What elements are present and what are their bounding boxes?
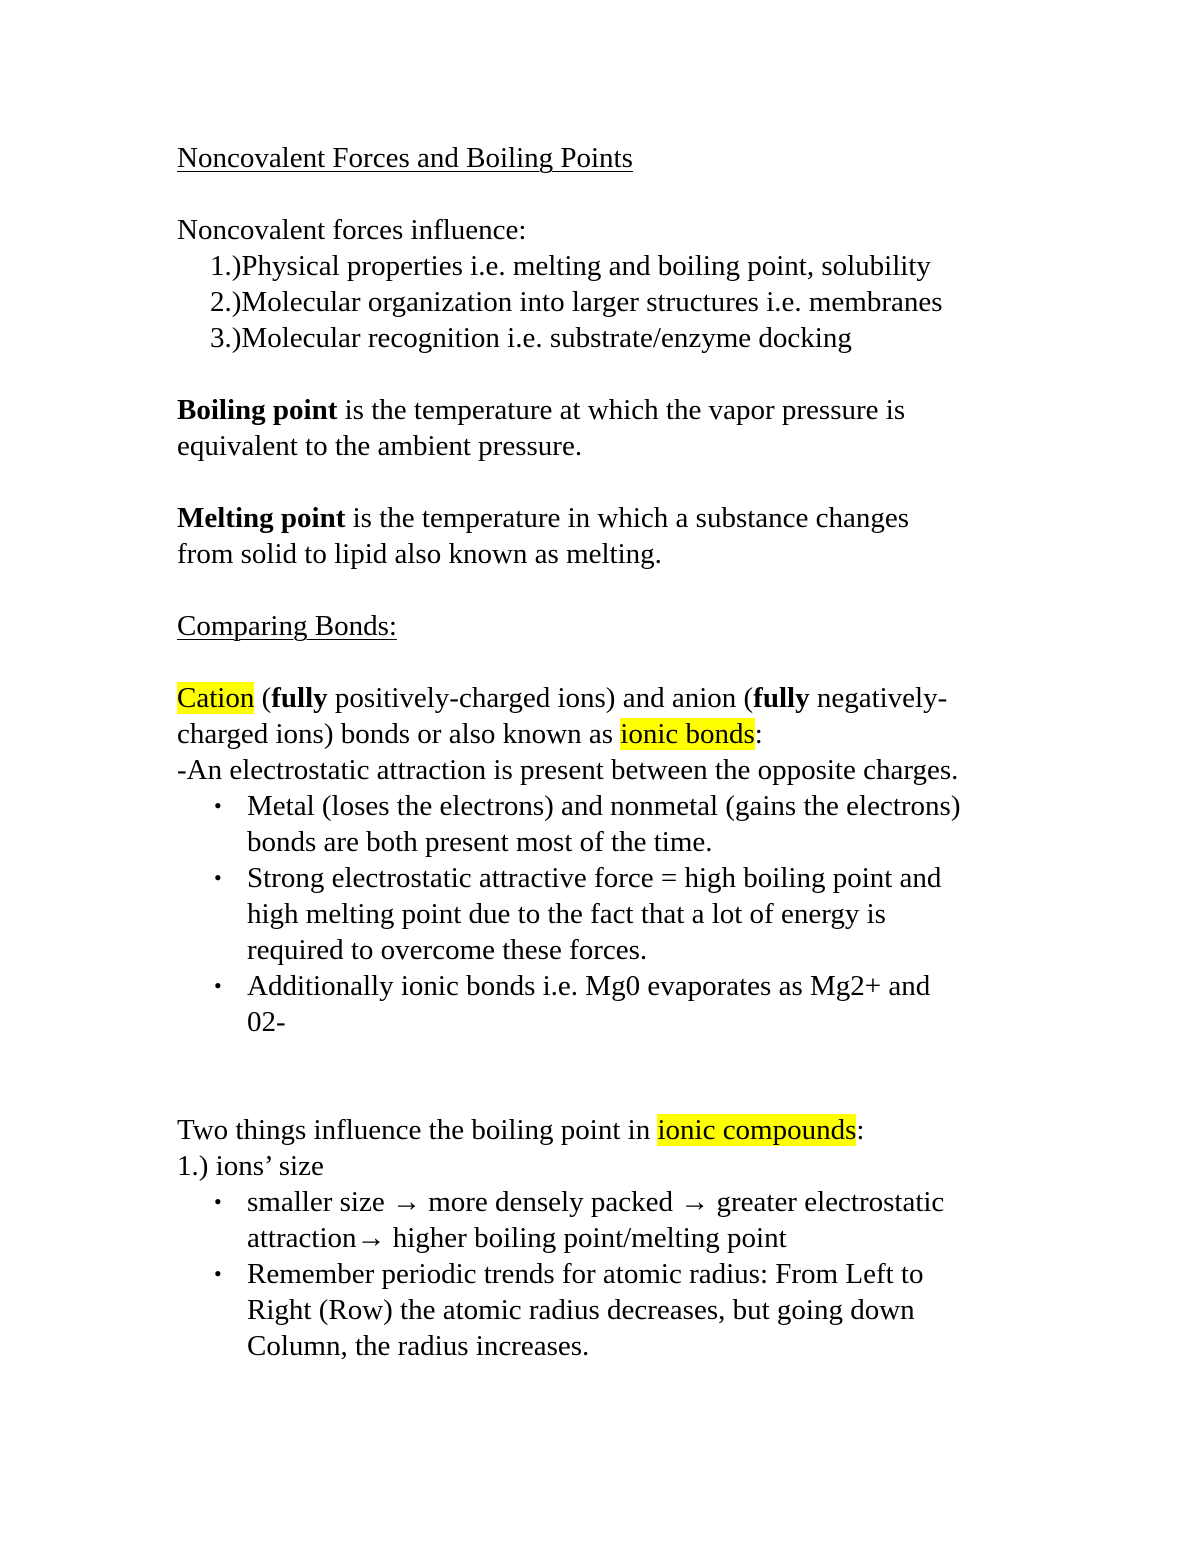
electrostatic-line: -An electrostatic attraction is present between the opposite charges. [177, 754, 959, 786]
bullet-line: Remember periodic trends for atomic radius: From Left to [247, 1258, 924, 1290]
ionic-compounds-highlight: ionic compounds [657, 1114, 857, 1146]
boiling-term: Boiling point [177, 394, 338, 426]
boiling-text: is the temperature at which the vapor pressure is [337, 394, 906, 426]
melting-definition [177, 500, 1057, 536]
intro-list [177, 248, 1057, 356]
list-item [177, 1184, 1057, 1256]
bullet-line: Strong electrostatic attractive force = high boiling point and [247, 862, 942, 894]
bullet-line: required to overcome these forces. [247, 934, 648, 966]
text-run: negatively- [809, 682, 948, 714]
bullet-line: Metal (loses the electrons) and nonmetal (gains the electrons) [247, 790, 961, 822]
bullet-line: attraction→ higher boiling point/melting point [247, 1222, 787, 1254]
document-page [177, 140, 1057, 1364]
list-item [177, 860, 1057, 968]
fully-bold: fully [271, 682, 328, 714]
text-run: : [856, 1114, 865, 1146]
page-title: Noncovalent Forces and Boiling Points [177, 142, 633, 174]
intro-heading: Noncovalent forces influence: [177, 214, 527, 246]
boiling-definition-cont: equivalent to the ambient pressure. [177, 430, 583, 462]
ionic-bullet-list [177, 788, 1057, 1040]
intro-item: 3.)Molecular recognition i.e. substrate/enzyme docking [210, 322, 852, 354]
bullet-line: Additionally ionic bonds i.e. Mg0 evaporates as Mg2+ and [247, 970, 931, 1002]
list-item [177, 968, 1057, 1040]
list-item [177, 788, 1057, 860]
bullet-icon: • [214, 1189, 222, 1214]
text-run: : [754, 718, 763, 750]
comparing-heading: Comparing Bonds: [177, 610, 397, 642]
bullet-line: Right (Row) the atomic radius decreases, but going down [247, 1294, 915, 1326]
ionic-intro-line2 [177, 716, 1057, 752]
melting-term: Melting point [177, 502, 346, 534]
text-run: charged ions) bonds or also known as [177, 718, 621, 750]
intro-item: 1.)Physical properties i.e. melting and boiling point, solubility [210, 250, 931, 282]
ionic-bonds-highlight: ionic bonds [620, 718, 755, 750]
bullet-line: bonds are both present most of the time. [247, 826, 713, 858]
text-run: positively-charged ions) and anion ( [327, 682, 754, 714]
cation-highlight: Cation [177, 682, 255, 714]
list-item [177, 1256, 1057, 1364]
intro-item: 2.)Molecular organization into larger structures i.e. membranes [210, 286, 943, 318]
fully-bold: fully [753, 682, 810, 714]
ionic-intro-line1 [177, 680, 1057, 716]
melting-text: is the temperature in which a substance changes [345, 502, 910, 534]
bullet-icon: • [214, 793, 222, 818]
melting-definition-cont: from solid to lipid also known as melting. [177, 538, 662, 570]
bullet-icon: • [214, 1261, 222, 1286]
compounds-lead [177, 1112, 1057, 1148]
bullet-line: 02- [247, 1006, 286, 1038]
bullet-icon: • [214, 865, 222, 890]
bullet-icon: • [214, 973, 222, 998]
bullet-line: Column, the radius increases. [247, 1330, 590, 1362]
ions-size-heading: 1.) ions’ size [177, 1150, 324, 1182]
boiling-definition [177, 392, 1057, 428]
compounds-bullet-list [177, 1184, 1057, 1364]
text-run: ( [254, 682, 272, 714]
bullet-line: high melting point due to the fact that a lot of energy is [247, 898, 886, 930]
bullet-line: smaller size → more densely packed → greater electrostatic [247, 1186, 945, 1218]
text-run: Two things influence the boiling point in [177, 1114, 658, 1146]
